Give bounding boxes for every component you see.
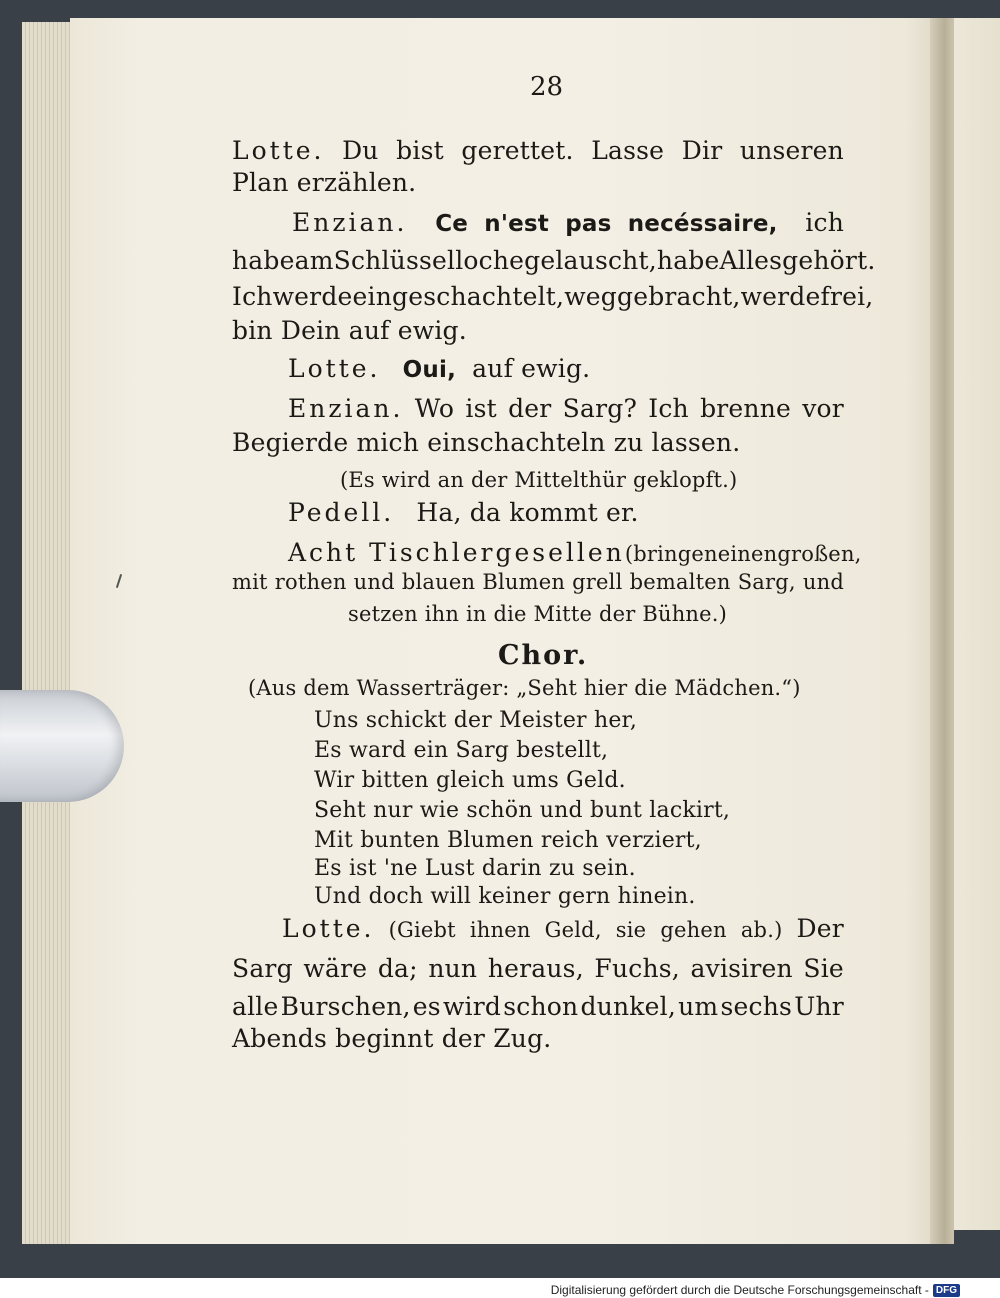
word: habe	[656, 246, 720, 275]
word: bemalten	[629, 570, 731, 594]
word: und	[802, 570, 844, 594]
text-line-8	[288, 394, 844, 423]
speaker-pedell: Pedell.	[288, 498, 395, 527]
word: Alles	[719, 246, 783, 275]
speaker-lotte: Lotte.	[288, 354, 381, 383]
text-line-14: setzen ihn in die Mitte der Bühne.)	[348, 602, 728, 626]
word: schon	[503, 992, 579, 1021]
word: Dir	[681, 136, 723, 165]
text-line-12	[288, 538, 862, 567]
word: ist	[465, 394, 497, 423]
text-line-9: Begierde mich einschachteln zu lassen.	[232, 428, 741, 457]
page-number: 28	[530, 72, 564, 102]
word: dunkel,	[580, 992, 676, 1021]
footer-text: Digitalisierung gefördert durch die Deutsche Forschungsgemeinschaft -	[550, 1283, 929, 1297]
word: es	[412, 992, 441, 1021]
speaker-tischlergesellen: Acht Tischlergesellen	[288, 538, 625, 567]
word: sie	[615, 918, 647, 942]
word: Uhr	[794, 992, 844, 1021]
text-line-11	[288, 498, 639, 527]
word: Sie	[803, 954, 844, 983]
word: wird	[442, 992, 502, 1021]
word: Sarg	[232, 954, 293, 983]
word: heraus,	[487, 954, 584, 983]
word: Der	[796, 914, 844, 943]
book-page	[70, 18, 950, 1244]
verse-line: Uns schickt der Meister her,	[314, 708, 638, 733]
text-line-3	[292, 208, 844, 237]
word: eingeschachtelt,	[352, 282, 565, 311]
word: um	[678, 992, 719, 1021]
word: Wo	[414, 394, 455, 423]
page-stack-edge	[22, 22, 74, 1244]
word: und	[353, 570, 395, 594]
word: (Giebt	[388, 918, 456, 942]
text-line-26	[232, 992, 844, 1021]
word: Sarg,	[737, 570, 796, 594]
chorus-heading: Chor.	[498, 640, 589, 671]
word: weggebracht,	[564, 282, 741, 311]
word: einen	[717, 542, 778, 566]
word: habe	[232, 246, 295, 275]
verse-line: Es ist 'ne Lust darin zu sein.	[314, 856, 636, 881]
word: großen,	[777, 542, 862, 566]
text-line-1	[232, 136, 844, 165]
text-line-6: bin Dein auf ewig.	[232, 316, 467, 345]
word: Fuchs,	[594, 954, 680, 983]
word: unseren	[739, 136, 844, 165]
word: grell	[572, 570, 623, 594]
word: gehört.	[782, 246, 876, 275]
word: ab.)	[740, 918, 783, 942]
word: gehen	[660, 918, 727, 942]
text-line-7	[288, 354, 590, 383]
word: Geld,	[544, 918, 602, 942]
verse-line: Wir bitten gleich ums Geld.	[314, 768, 626, 793]
word: Schlüsselloche	[333, 246, 525, 275]
word: vor	[802, 394, 844, 423]
book-gutter	[930, 18, 954, 1244]
word: Sarg?	[562, 394, 638, 423]
word: brenne	[700, 394, 792, 423]
word: alle	[232, 992, 279, 1021]
word: werde	[272, 282, 353, 311]
word: ihnen	[469, 918, 531, 942]
word: blauen	[401, 570, 476, 594]
word: nun	[428, 954, 478, 983]
french-phrase: Ce n'est pas necéssaire,	[435, 211, 778, 237]
word: wäre	[303, 954, 368, 983]
text-line-24	[282, 914, 844, 943]
word: avisiren	[690, 954, 793, 983]
verse-line: Mit bunten Blumen reich verziert,	[314, 828, 702, 853]
word: Du	[342, 136, 379, 165]
word: frei,	[820, 282, 874, 311]
speaker-enzian: Enzian.	[292, 208, 408, 237]
word: werde	[740, 282, 821, 311]
verse-line: Und doch will keiner gern hinein.	[314, 884, 696, 909]
dfg-logo-icon: DFG	[933, 1284, 960, 1297]
word: Lasse	[591, 136, 665, 165]
dfg-footer	[551, 1282, 960, 1298]
text-line-27: Abends beginnt der Zug.	[232, 1024, 552, 1053]
page-holder-clip	[0, 690, 124, 802]
word: gelauscht,	[524, 246, 657, 275]
word: sechs	[720, 992, 793, 1021]
word: Ich	[232, 282, 273, 311]
text-line-4	[232, 246, 876, 275]
stage-direction: (Es wird an der Mittelthür geklopft.)	[340, 468, 738, 492]
text-line-13	[232, 570, 844, 594]
word: der	[508, 394, 552, 423]
word: gerettet.	[461, 136, 574, 165]
text-line-2: Plan erzählen.	[232, 168, 417, 197]
word: rothen	[274, 570, 347, 594]
word: Blumen	[482, 570, 566, 594]
melody-note: (Aus dem Wasserträger: „Seht hier die Mädchen.“)	[248, 676, 801, 700]
french-phrase: Oui,	[402, 357, 457, 383]
word: auf ewig.	[472, 354, 591, 383]
word: Ich	[648, 394, 689, 423]
word: (bringen	[624, 542, 718, 566]
word: Ha, da kommt er.	[416, 498, 639, 527]
word: mit	[232, 570, 268, 594]
word: Burschen,	[280, 992, 411, 1021]
speaker-lotte: Lotte.	[282, 914, 375, 943]
word: bist	[396, 136, 444, 165]
text-line-25	[232, 954, 844, 983]
verse-line: Es ward ein Sarg bestellt,	[314, 738, 609, 763]
text-line-5	[232, 282, 874, 311]
word: ich	[805, 208, 844, 237]
verse-line: Seht nur wie schön und bunt lackirt,	[314, 798, 731, 823]
word: da;	[377, 954, 418, 983]
speaker-lotte: Lotte.	[232, 136, 325, 165]
word: am	[294, 246, 334, 275]
speaker-enzian: Enzian.	[288, 394, 404, 423]
